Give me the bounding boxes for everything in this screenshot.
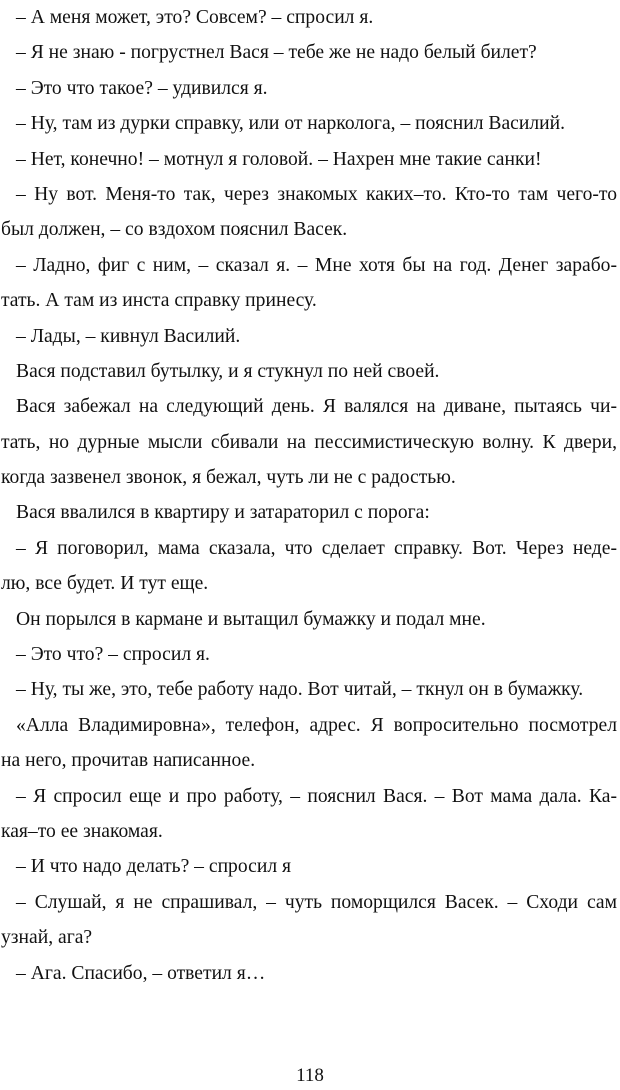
text-line: – Я спросил еще и про работу, – пояснил Вася. – Вот мама дала. Ка- bbox=[16, 785, 617, 807]
text-line: – Я не знаю - погрустнел Вася – тебе же не надо белый билет? bbox=[16, 42, 537, 64]
text-line: тать. А там из инста справку принесу. bbox=[1, 290, 317, 312]
text-line: на него, прочитав написанное. bbox=[1, 750, 256, 772]
text-line: был должен, – со вздохом пояснил Васек. bbox=[1, 219, 348, 241]
text-line: Вася забежал на следующий день. Я валялся на диване, пытаясь чи- bbox=[16, 396, 617, 418]
text-line: тать, но дурные мысли сбивали на пессимистическую волну. К двери, bbox=[1, 431, 617, 453]
text-line: Вася подставил бутылку, и я стукнул по ней своей. bbox=[16, 360, 440, 382]
page-number: 118 bbox=[296, 1065, 324, 1086]
text-line: – Это что? – спросил я. bbox=[16, 644, 210, 666]
text-line: – Ну, там из дурки справку, или от нарколога, – пояснил Василий. bbox=[16, 113, 566, 135]
text-line: – И что надо делать? – спросил я bbox=[16, 856, 292, 878]
text-line: кая–то ее знакомая. bbox=[1, 820, 163, 842]
text-line: «Алла Владимировна», телефон, адрес. Я вопросительно посмотрел bbox=[16, 714, 617, 736]
text-line: когда зазвенел звонок, я бежал, чуть ли не с радостью. bbox=[1, 467, 456, 489]
text-line: – Я поговорил, мама сказала, что сделает справку. Вот. Через неде- bbox=[16, 537, 617, 559]
text-line: – Ладно, фиг с ним, – сказал я. – Мне хотя бы на год. Денег зарабо- bbox=[16, 254, 617, 276]
text-line: узнай, ага? bbox=[1, 927, 93, 949]
text-line: Он порылся в кармане и вытащил бумажку и подал мне. bbox=[16, 608, 486, 630]
text-line: – Ну, ты же, это, тебе работу надо. Вот читай, – ткнул он в бумажку. bbox=[16, 679, 584, 701]
text-line: – Это что такое? – удивился я. bbox=[16, 77, 268, 99]
text-line: Вася ввалился в квартиру и затараторил с порога: bbox=[16, 502, 430, 524]
text-line: – Нет, конечно! – мотнул я головой. – Нахрен мне такие санки! bbox=[16, 148, 542, 170]
text-line: – Ну вот. Меня-то так, через знакомых каких–то. Кто-то там чего-то bbox=[16, 183, 617, 205]
text-line: – Ага. Спасибо, – ответил я… bbox=[16, 962, 266, 984]
text-line: – А меня может, это? Совсем? – спросил я. bbox=[16, 7, 374, 28]
text-line: – Слушай, я не спрашивал, – чуть поморщился Васек. – Сходи сам bbox=[16, 891, 617, 913]
text-line: лю, все будет. И тут еще. bbox=[1, 573, 209, 595]
text-line: – Лады, – кивнул Василий. bbox=[16, 325, 241, 347]
